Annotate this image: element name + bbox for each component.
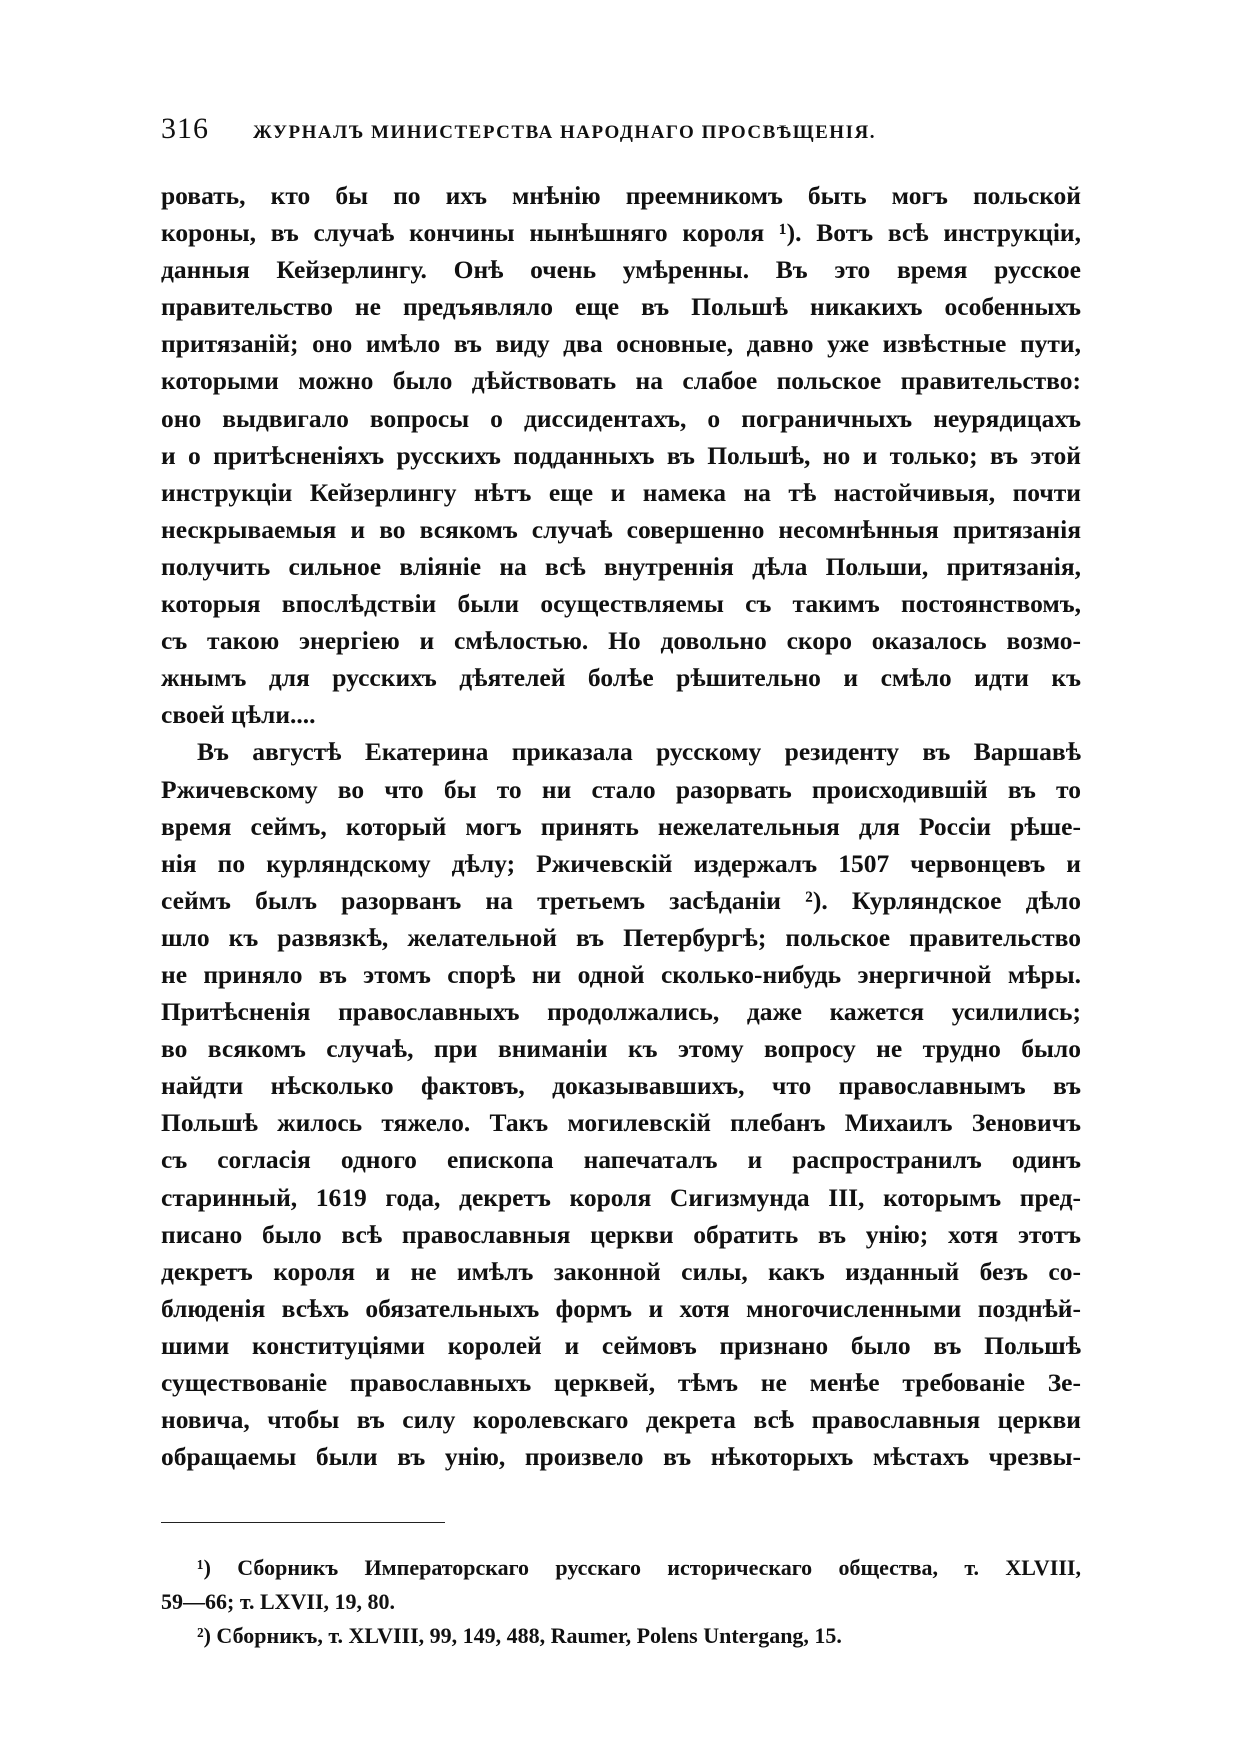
text-line: которыя впослѣдствіи были осуществляемы съ такимъ постоянствомъ, <box>161 589 1081 619</box>
footnote-1-continuation: 59—66; т. LXVII, 19, 80. <box>161 1589 396 1614</box>
text-line: найдти нѣсколько фактовъ, доказывавшихъ, что православнымъ въ <box>161 1071 1081 1101</box>
text-line: данныя Кейзерлингу. Онѣ очень умѣренны. Въ это время русское <box>161 255 1081 285</box>
text-line: нія по курляндскому дѣлу; Ржичевскій издержалъ 1507 червонцевъ и <box>161 848 1081 878</box>
text-line: новича, чтобы въ силу королевскаго декрета всѣ православныя церкви <box>161 1405 1081 1435</box>
text-line: нескрываемыя и во всякомъ случаѣ совершенно несомнѣнныя притязанія <box>161 514 1081 544</box>
text-line: которыми можно было дѣйствовать на слабое польское правительство: <box>161 366 1081 396</box>
text-line: существованіе православныхъ церквей, тѣмъ не менѣе требованіе Зе- <box>161 1368 1081 1397</box>
text-line: не приняло въ этомъ спорѣ ни одной сколько-нибудь энергичной мѣры. <box>161 959 1081 989</box>
footnote-2: ²) Сборникъ, т. XLVIII, 99, 149, 488, Raumer, Polens Untergang, 15. <box>197 1623 842 1648</box>
text-line: во всякомъ случаѣ, при вниманіи къ этому вопросу не трудно было <box>161 1034 1081 1064</box>
text-line: и о притѣсненіяхъ русскихъ подданныхъ въ Польшѣ, но и только; въ этой <box>161 440 1081 470</box>
text-line: сеймъ былъ разорванъ на третьемъ засѣданіи ²). Курляндское дѣло <box>161 885 1081 915</box>
text-line: оно выдвигало вопросы о диссидентахъ, о пограничныхъ неурядицахъ <box>161 403 1081 433</box>
text-line: шло къ развязкѣ, желательной въ Петербургѣ; польское правительство <box>161 922 1081 952</box>
body-text <box>161 177 1081 1475</box>
text-line: инструкціи Кейзерлингу нѣтъ еще и намека на тѣ настойчивыя, почти <box>161 477 1081 507</box>
text-line: старинный, 1619 года, декретъ короля Сигизмунда III, которымъ пред- <box>161 1182 1081 1212</box>
text-line: Польшѣ жилось тяжело. Такъ могилевскій плебанъ Михаилъ Зеновичъ <box>161 1108 1081 1138</box>
text-line: жнымъ для русскихъ дѣятелей болѣе рѣшительно и смѣло идти къ <box>161 663 1081 693</box>
text-line: получить сильное вліяніе на всѣ внутреннія дѣла Польши, притязанія, <box>161 551 1081 581</box>
text-line: время сеймъ, который могъ принять нежелательныя для Россіи рѣше- <box>161 811 1081 841</box>
paragraph-end-line: своей цѣли.... <box>161 700 316 730</box>
text-line: Ржичевскому во что бы то ни стало разорвать происходившій въ то <box>161 774 1081 804</box>
text-line: писано было всѣ православныя церкви обратить въ унію; хотя этотъ <box>161 1219 1081 1249</box>
text-line: шими конституціями королей и сеймовъ признано было въ Польшѣ <box>161 1330 1081 1360</box>
paragraph-start-line: Въ августѣ Екатерина приказала русскому резиденту въ Варшавѣ <box>197 737 1081 767</box>
page-number: 316 <box>161 112 209 145</box>
footnote-1: ¹) Сборникъ Императорскаго русскаго историческаго общества, т. XLVIII, <box>197 1555 1081 1580</box>
text-line: декретъ короля и не имѣлъ законной силы, какъ изданный безъ со- <box>161 1256 1081 1286</box>
text-line: съ согласія одного епископа напечаталъ и распространилъ одинъ <box>161 1145 1081 1175</box>
text-line: обращаемы были въ унію, произвело въ нѣкоторыхъ мѣстахъ чрезвы- <box>161 1442 1081 1472</box>
text-line: блюденія всѣхъ обязательныхъ формъ и хотя многочисленными позднѣй- <box>161 1293 1081 1323</box>
footnote-divider <box>161 1522 445 1523</box>
text-line: съ такою энергіею и смѣлостью. Но довольно скоро оказалось возмо- <box>161 626 1081 656</box>
journal-title: ЖУРНАЛЪ МИНИСТЕРСТВА НАРОДНАГО ПРОСВѢЩЕНІЯ. <box>253 122 876 143</box>
running-head <box>161 112 1081 152</box>
text-line: правительство не предъявляло еще въ Польшѣ никакихъ особенныхъ <box>161 292 1081 322</box>
footnotes <box>161 1551 1081 1653</box>
text-line: короны, въ случаѣ кончины нынѣшняго короля ¹). Вотъ всѣ инструкціи, <box>161 218 1081 248</box>
text-line: ровать, кто бы по ихъ мнѣнію преемникомъ быть могъ польской <box>161 181 1081 210</box>
text-line: притязаній; оно имѣло въ виду два основные, давно уже извѣстные пути, <box>161 329 1081 359</box>
text-line: Притѣсненія православныхъ продолжались, даже кажется усилились; <box>161 997 1081 1027</box>
